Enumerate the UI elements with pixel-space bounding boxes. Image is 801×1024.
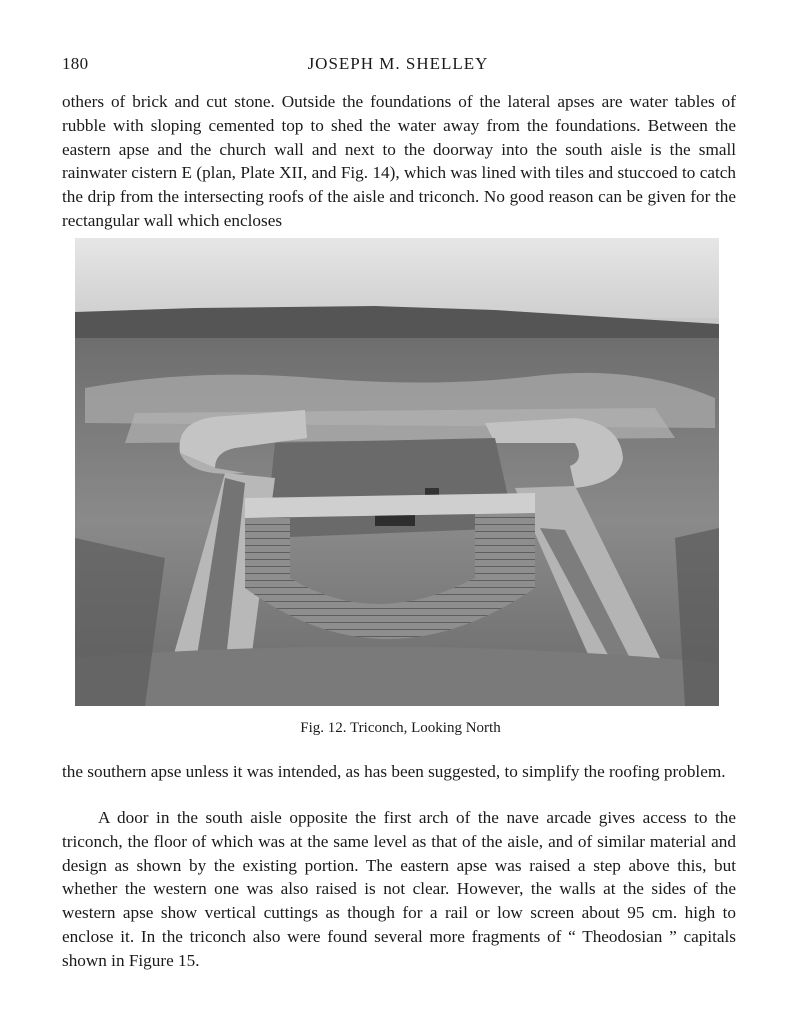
figure-photograph xyxy=(75,238,719,706)
body-paragraph: others of brick and cut stone. Outside the foundations of the lateral apses are water tables of rubble with sloping cemented top to shed the water away from the foundations. Between the eastern apse and the church wall and next to the doorway into the south aisle is the small rainwater cistern E (plan, Plate XII, and Fig. 14), which was lined with tiles and stuccoed to catch the drip from the intersecting roofs of the aisle and triconch. No good reason can be given for the rectangular wall which encloses xyxy=(62,92,736,230)
page-number: 180 xyxy=(62,54,89,73)
body-paragraph: the southern apse unless it was intended, as has been suggested, to simplify the roofing problem. xyxy=(62,762,726,781)
running-head: JOSEPH M. SHELLEY xyxy=(307,54,489,73)
body-paragraph: A door in the south aisle opposite the first arch of the nave arcade gives access to the triconch, the floor of which was at the same level as that of the aisle, and of similar material and design as shown by the existing portion. The eastern apse was raised a step above this, but whether the western one was also raised is not clear. However, the walls at the sides of the western apse show vertical cuttings as though for a rail or low screen about 95 cm. high to enclose it. In the triconch also were found several more fragments of “ Theodosian ” capitals shown in Figure 15. xyxy=(62,808,736,970)
figure-caption: Fig. 12. Triconch, Looking North xyxy=(300,720,501,736)
page-header xyxy=(60,54,736,78)
triconch-photo xyxy=(75,238,719,706)
